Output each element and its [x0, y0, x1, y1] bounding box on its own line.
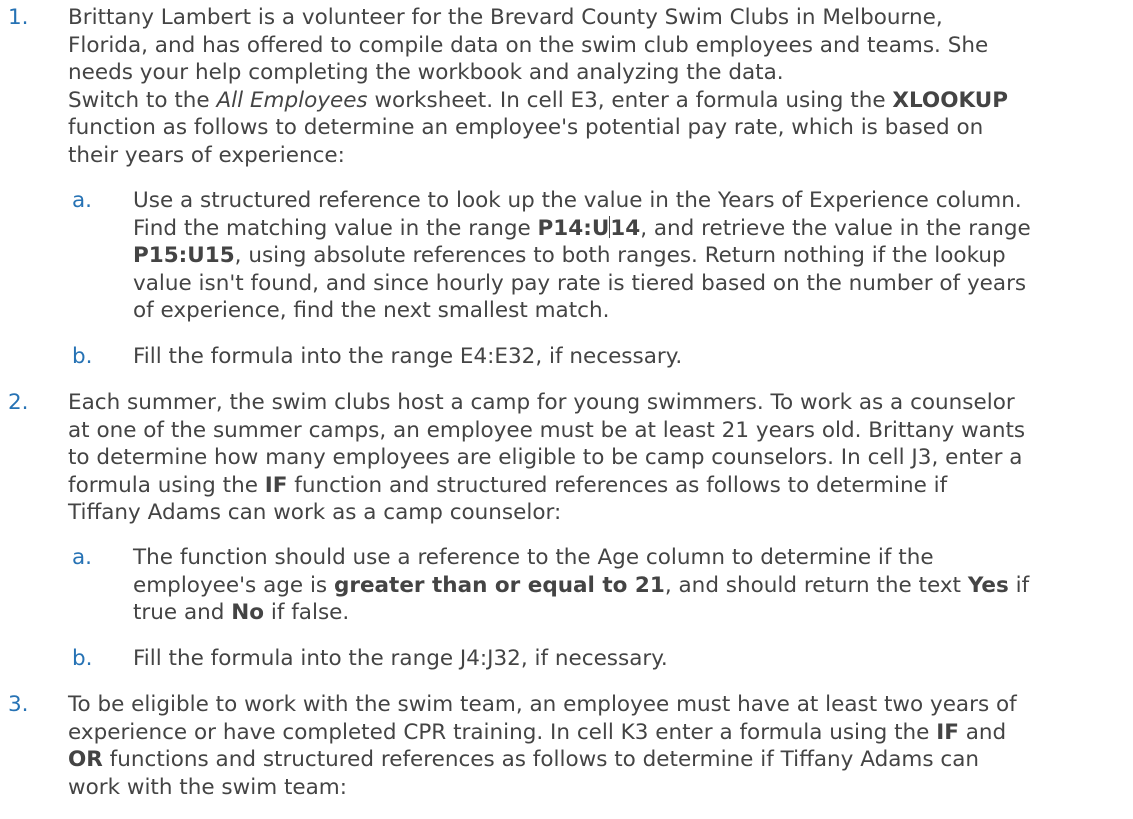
- text-line: Florida, and has offered to compile data on the swim club employees and teams. She: [68, 32, 989, 58]
- text-line: [133, 572, 1123, 600]
- text-line: of experience, find the next smallest match.: [133, 298, 610, 324]
- sub-letter: b.: [72, 344, 93, 369]
- step-number: 1.: [8, 5, 29, 30]
- text-run: experience or have completed CPR training. In cell K3 enter a formula using the: [68, 719, 937, 745]
- text-line: Brittany Lambert is a volunteer for the Brevard County Swim Clubs in Melbourne,: [68, 5, 943, 30]
- sub-letter: a.: [72, 188, 93, 213]
- text-line: needs your help completing the workbook and analyzing the data.: [68, 60, 784, 86]
- function-name: OR: [68, 747, 103, 773]
- range-reference: P15:U15: [133, 243, 235, 269]
- text-run: Find the matching value in the range: [133, 215, 538, 241]
- text-line: [68, 719, 1118, 747]
- step-2-text: [68, 389, 1118, 527]
- text-run: worksheet. In cell E3, enter a formula using the: [367, 87, 893, 113]
- text-line: function as follows to determine an employee's potential pay rate, which is based on: [68, 115, 984, 141]
- text-line: Tiffany Adams can work as a camp counselor:: [68, 500, 562, 526]
- sub-letter: b.: [72, 646, 93, 671]
- text-line: to determine how many employees are eligible to be camp counselors. In cell J3, enter a: [68, 445, 1023, 471]
- text-line: [68, 746, 1118, 774]
- text-line: The function should use a reference to the Age column to determine if the: [133, 545, 934, 570]
- step-2a-text: [133, 544, 1123, 627]
- step-3-text: [68, 691, 1118, 801]
- text-run: if: [1008, 572, 1030, 598]
- range-reference: P14:U: [537, 215, 610, 241]
- text-run: true and: [133, 600, 232, 626]
- text-run: if false.: [264, 600, 350, 626]
- return-value: Yes: [967, 572, 1009, 598]
- text-line: at one of the summer camps, an employee must be at least 21 years old. Brittany wants: [68, 417, 1026, 443]
- text-run: employee's age is: [133, 572, 334, 598]
- step-1-text: [68, 4, 1118, 170]
- text-run: functions and structured references as follows to determine if Tiffany Adams can: [102, 747, 979, 773]
- text-run: , and should return the text: [664, 572, 968, 598]
- step-2b-text: [133, 645, 1123, 673]
- step-1b-text: [133, 343, 1123, 371]
- function-name: IF: [264, 472, 288, 498]
- range-reference: 14: [610, 215, 641, 241]
- text-line: Fill the formula into the range E4:E32, if necessary.: [133, 344, 683, 369]
- text-run: , using absolute references to both ranges. Return nothing if the lookup: [234, 243, 1006, 269]
- text-line: [133, 215, 1123, 243]
- condition-text: greater than or equal to 21: [333, 572, 665, 598]
- step-1a-text: [133, 187, 1123, 325]
- text-line: Use a structured reference to look up the value in the Years of Experience column.: [133, 188, 1022, 213]
- text-line: [68, 472, 1118, 500]
- text-line: [68, 87, 1118, 115]
- text-line: Fill the formula into the range J4:J32, if necessary.: [133, 646, 668, 671]
- text-line: To be eligible to work with the swim team, an employee must have at least two years of: [68, 692, 1017, 717]
- worksheet-name: All Employees: [216, 87, 368, 113]
- text-run: , and retrieve the value in the range: [640, 215, 1031, 241]
- text-line: their years of experience:: [68, 142, 345, 168]
- text-line: work with the swim team:: [68, 774, 347, 800]
- function-name: XLOOKUP: [892, 87, 1008, 113]
- text-run: and: [958, 719, 1007, 745]
- step-number: 3.: [8, 692, 29, 717]
- text-line: [133, 599, 1123, 627]
- text-run: function and structured references as follows to determine if: [287, 472, 948, 498]
- text-line: Each summer, the swim clubs host a camp for young swimmers. To work as a counselor: [68, 390, 1015, 415]
- step-number: 2.: [8, 390, 29, 415]
- text-run: Switch to the: [68, 87, 217, 113]
- return-value: No: [231, 600, 265, 626]
- function-name: IF: [936, 719, 959, 745]
- text-line: value isn't found, and since hourly pay rate is tiered based on the number of years: [133, 270, 1027, 296]
- text-line: [133, 242, 1123, 270]
- text-run: formula using the: [68, 472, 265, 498]
- sub-letter: a.: [72, 545, 93, 570]
